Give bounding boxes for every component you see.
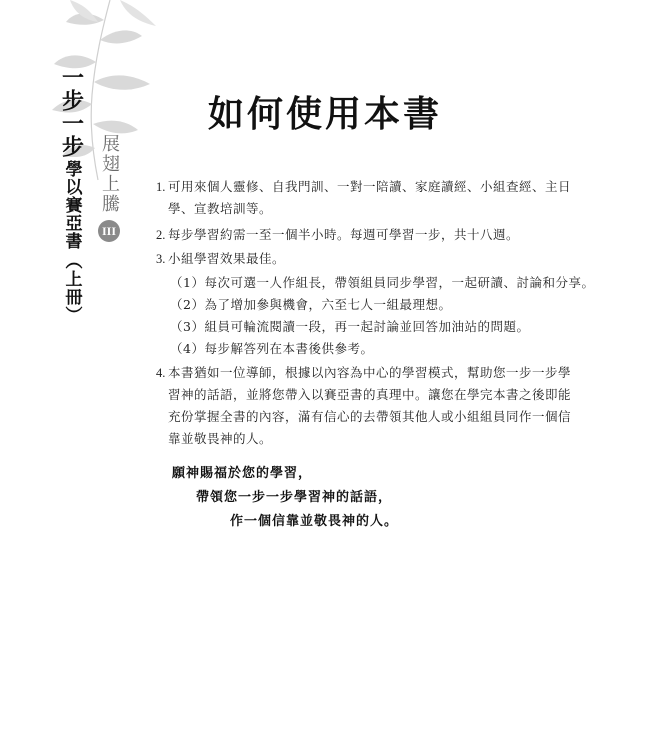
instructions-list — [156, 176, 595, 450]
list-item — [156, 248, 534, 270]
item-text — [168, 224, 519, 246]
list-item — [156, 362, 572, 450]
subtitle-text: 展翅上騰 — [99, 134, 120, 214]
item-line: 本書猶如一位導師，根據以內容為中心的學習模式，幫助您一步一步學 — [168, 365, 572, 380]
series-title-main: 一步一步 — [58, 66, 85, 158]
item-line: 習神的話語，並將您帶入以賽亞書的真理中。讓您在學完本書之後即能 — [168, 387, 572, 402]
item-number: 2. — [156, 228, 166, 242]
item-line: 充份掌握全書的內容，滿有信心的去帶領其他人或小組組員同作一個信 — [168, 409, 572, 424]
item-line: 可用來個人靈修、自我門訓、一對一陪讀、家庭讀經、小組查經、主日 — [168, 179, 572, 194]
sub-item: （2）為了增加參與機會，六至七人一組最理想。 — [170, 297, 452, 312]
item-line: 學、宣教培訓等。 — [168, 201, 273, 216]
item-number: 3. — [156, 252, 166, 266]
sub-item: （3）組員可輪流閱讀一段，再一起討論並回答加油站的問題。 — [170, 319, 530, 334]
blessing-line: 帶領您一步一步學習神的話語， — [196, 490, 393, 505]
item-line: 每步學習約需一至一個半小時。每週可學習一步，共十八週。 — [168, 227, 520, 242]
item-line: 靠並敬畏神的人。 — [168, 431, 273, 446]
page-title: 如何使用本書 — [207, 93, 442, 135]
list-item — [156, 224, 534, 246]
blessing-line: 作一個信靠並敬畏神的人。 — [230, 514, 399, 529]
sub-item: （4）每步解答列在本書後供參考。 — [170, 341, 374, 356]
item-text — [168, 176, 571, 220]
series-volume: （上冊） — [61, 252, 82, 324]
item-text — [168, 362, 571, 450]
sub-item: （1）每次可選一人作組長，帶領組員同步學習，一起研讀、討論和分享。 — [170, 275, 595, 290]
blessing-line: 願神賜福於您的學習， — [172, 466, 313, 481]
item-text — [168, 248, 285, 270]
volume-badge: III — [98, 220, 120, 242]
item-number: 1. — [156, 180, 166, 194]
series-title-rest: 學以賽亞書 — [61, 160, 82, 250]
book-subtitle — [97, 134, 121, 242]
list-item — [156, 176, 572, 220]
item-line: 小組學習效果最佳。 — [168, 251, 286, 266]
item-number: 4. — [156, 366, 166, 380]
